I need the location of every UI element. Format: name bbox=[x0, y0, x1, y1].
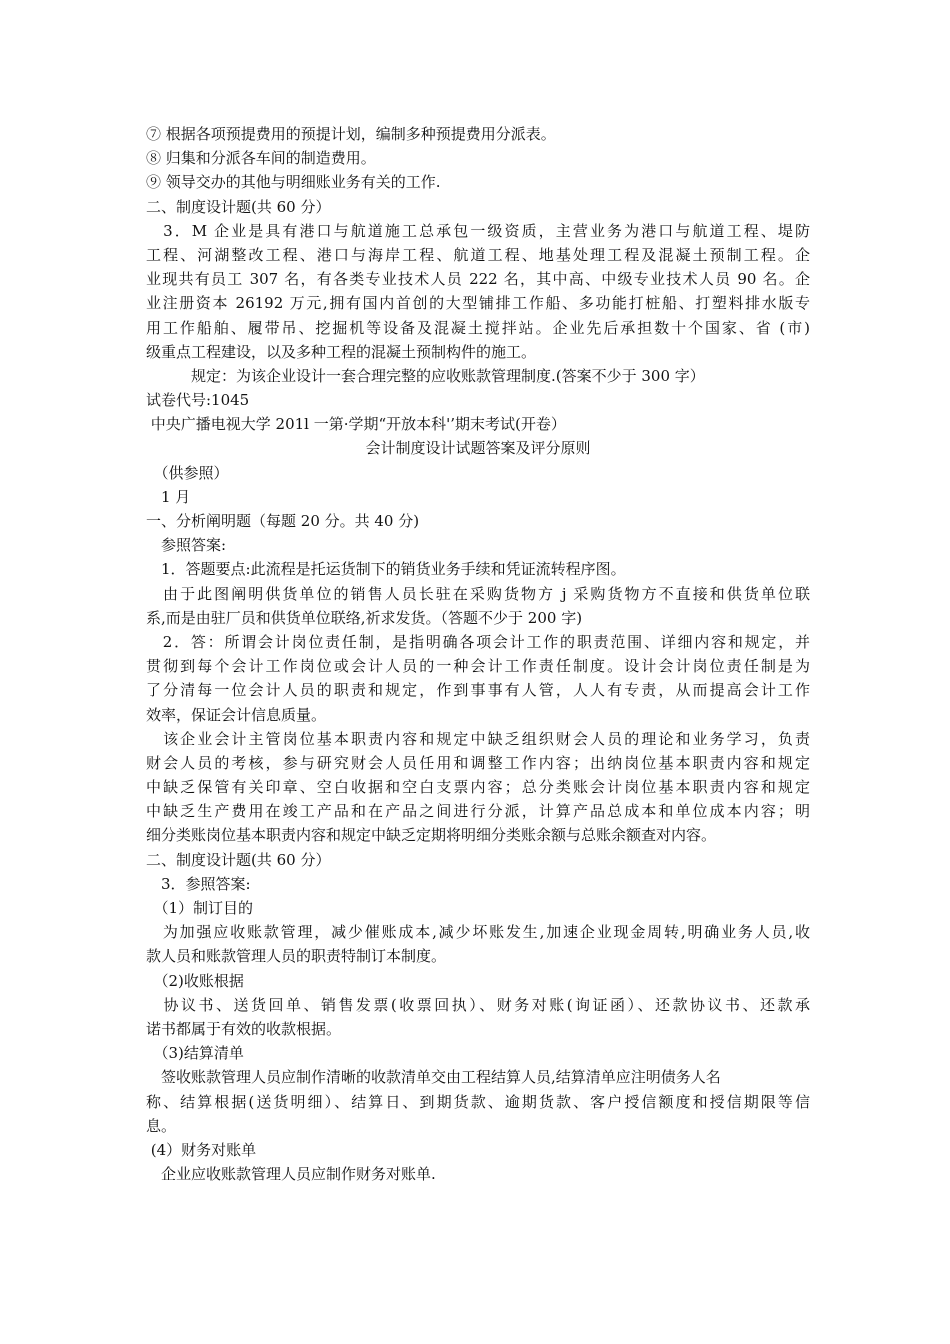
paragraph-line: 中缺乏保管有关印章、空白收据和空白支票内容；总分类账会计岗位基本职责内容和规定 bbox=[146, 778, 810, 797]
paragraph-line: 1．答题要点:此流程是托运货制下的销货业务手续和凭证流转程序图。 bbox=[146, 560, 626, 579]
paragraph-line: 签收账款管理人员应制作清晰的收款清单交由工程结算人员,结算清单应注明债务人名 bbox=[146, 1068, 721, 1087]
subheading: （1）制订目的 bbox=[146, 899, 254, 917]
paragraph-line: 该企业会计主管岗位基本职责内容和规定中缺乏组织财会人员的理论和业务学习，负责 bbox=[146, 729, 810, 748]
exam-code: 试卷代号:1045 bbox=[146, 391, 250, 410]
paragraph-line: 财会人员的考核，参与研究财会人员任用和调整工作内容；出纳岗位基本职责内容和规定 bbox=[146, 753, 810, 772]
section-heading: 二、制度设计题(共 60 分） bbox=[146, 850, 331, 869]
paragraph-line: 规定：为该企业设计一套合理完整的应收账款管理制度.(答案不少于 300 字） bbox=[146, 366, 705, 385]
paragraph-line: 企业应收账款管理人员应制作财务对账单. bbox=[146, 1165, 436, 1184]
paragraph-line: 贯彻到每个会计工作岗位或会计人员的一种会计工作责任制度。设计会计岗位责任制是为 bbox=[146, 657, 810, 676]
date-line: 1 月 bbox=[146, 487, 191, 506]
paragraph-line: 参照答案: bbox=[146, 536, 227, 555]
paragraph-line: 协议书、送货回单、销售发票(收票回执）、财务对账(询证函）、还款协议书、还款承 bbox=[146, 995, 810, 1014]
paragraph-line: 息。 bbox=[146, 1116, 177, 1135]
paragraph-line: 细分类账岗位基本职责内容和规定中缺乏定期将明细分类账余额与总账余额查对内容。 bbox=[146, 826, 717, 845]
paragraph-line: 为加强应收账款管理，减少催账成本,减少坏账发生,加速企业现金周转,明确业务人员,收 bbox=[146, 923, 810, 942]
list-item: ⑧ 归集和分派各车间的制造费用。 bbox=[146, 149, 376, 168]
subheading: （2)收账根据 bbox=[146, 971, 244, 990]
paragraph-line: 诺书都属于有效的收款根据。 bbox=[146, 1019, 342, 1038]
paragraph-line: 3．M 企业是具有港口与航道施工总承包一级资质，主营业务为港口与航道工程、堤防 bbox=[146, 221, 810, 240]
subheading: （3)结算清单 bbox=[146, 1044, 244, 1063]
paragraph-line: 2．答：所谓会计岗位责任制，是指明确各项会计工作的职责范围、详细内容和规定，并 bbox=[146, 632, 810, 651]
paragraph-line: 业现共有员工 307 名，有各类专业技术人员 222 名，其中高、中级专业技术人员 90 名。企 bbox=[146, 270, 810, 289]
list-item: ⑨ 领导交办的其他与明细账业务有关的工作. bbox=[146, 173, 441, 192]
section-heading: 一、分析阐明题（每题 20 分。共 40 分) bbox=[146, 512, 420, 530]
note-line: （供参照） bbox=[146, 463, 229, 482]
paragraph-line: 中缺乏生产费用在竣工产品和在产品之间进行分派，计算产品总成本和单位成本内容；明 bbox=[146, 802, 810, 821]
paragraph-line: 由于此图阐明供货单位的销售人员长驻在采购货物方 j 采购货物方不直接和供货单位联 bbox=[146, 584, 810, 603]
document-body bbox=[146, 122, 810, 1186]
paragraph-line: 工程、河湖整改工程、港口与海岸工程、航道工程、地基处理工程及混凝土预制工程。企 bbox=[146, 245, 810, 264]
list-item: ⑦ 根据各项预提费用的预提计划，编制多种预提费用分派表。 bbox=[146, 125, 556, 143]
paragraph-line: 3．参照答案: bbox=[146, 874, 251, 893]
paragraph-line: 了分清每一位会计人员的职责和规定，作到事事有人管，人人有专责，从而提高会计工作 bbox=[146, 681, 810, 700]
subheading: (4）财务对账单 bbox=[146, 1140, 257, 1159]
paragraph-line: 效率，保证会计信息质量。 bbox=[146, 705, 327, 724]
paragraph-line: 用工作船舶、履带吊、挖掘机等设备及混凝土搅拌站。企业先后承担数十个国家、省 (市) bbox=[146, 318, 810, 337]
paragraph-line: 级重点工程建设，以及多种工程的混凝土预制构件的施工。 bbox=[146, 342, 537, 361]
paragraph-line: 称、结算根据(送货明细）、结算日、到期货款、逾期货款、客户授信额度和授信期限等信 bbox=[146, 1092, 810, 1111]
exam-title: 中央广播电视大学 201l 一第·学期“开放本科'’期末考试(开卷） bbox=[146, 415, 566, 434]
paragraph-line: 业注册资本 26192 万元,拥有国内首创的大型铺排工作船、多功能打桩船、打塑料排水版专 bbox=[146, 294, 810, 313]
paragraph-line: 款人员和账款管理人员的职责特制订本制度。 bbox=[146, 947, 447, 966]
document-title: 会计制度设计试题答案及评分原则 bbox=[365, 439, 591, 458]
section-heading: 二、制度设计题(共 60 分） bbox=[146, 197, 331, 216]
paragraph-line: 系,而是由驻厂员和供货单位联络,祈求发货。（答题不少于 200 字) bbox=[146, 608, 583, 627]
